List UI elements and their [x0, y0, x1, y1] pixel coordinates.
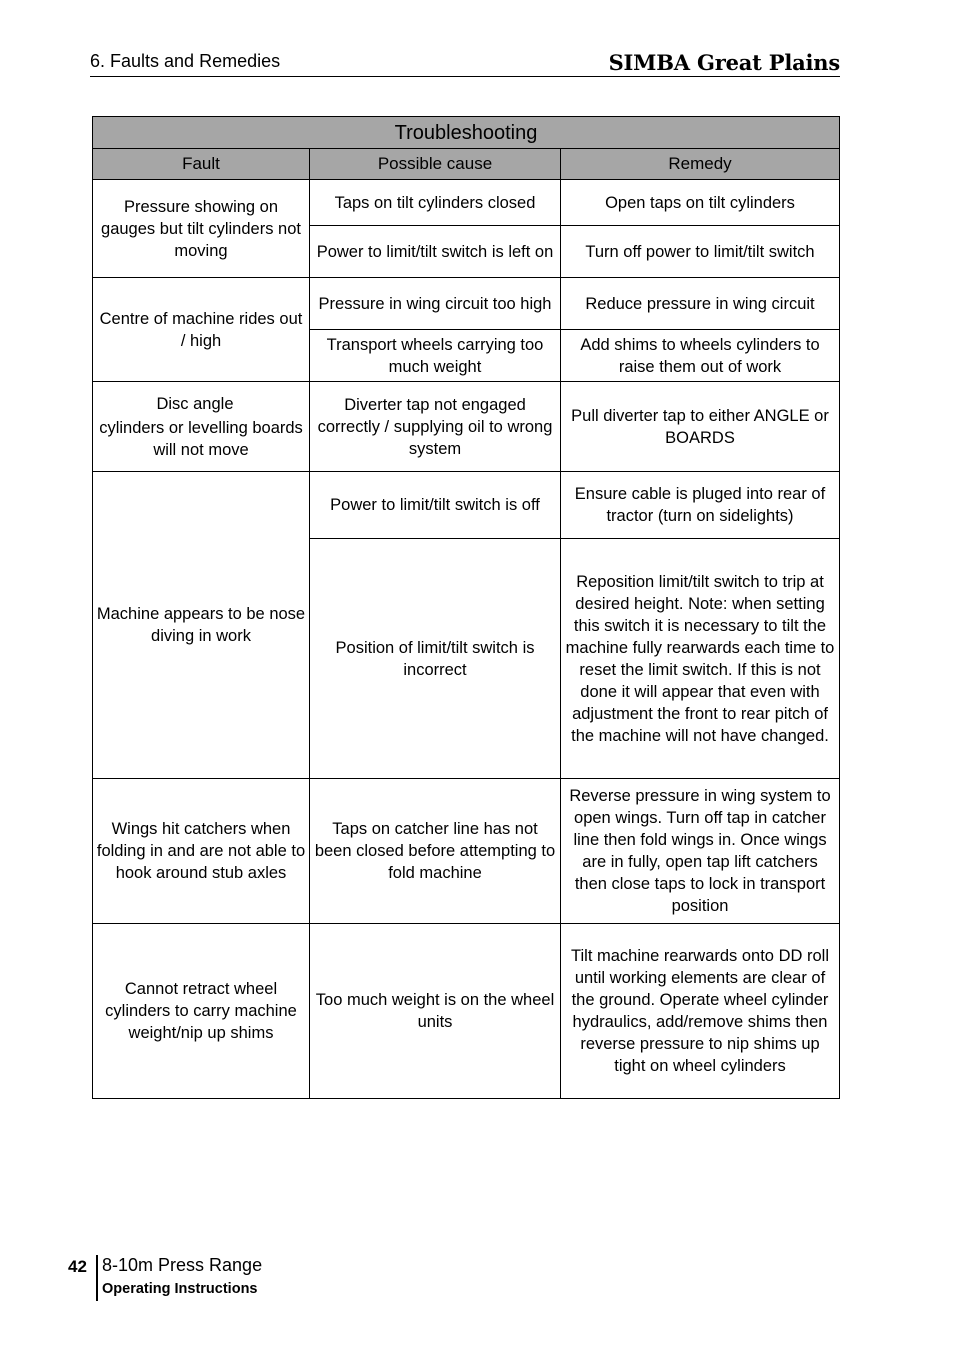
fault-cell-line: Disc angle [156, 394, 234, 413]
section-title: 6. Faults and Remedies [90, 51, 281, 71]
fault-cell [93, 382, 310, 472]
cause-cell: Power to limit/tilt switch is left on [310, 226, 561, 278]
fault-cell-line: cylinders or levelling boards will not move [99, 418, 303, 459]
fault-cell: Cannot retract wheel cylinders to carry machine weight/nip up shims [93, 924, 310, 1099]
page-number: 42 [68, 1257, 87, 1276]
page-header [90, 50, 840, 77]
table-row [93, 382, 840, 472]
fault-cell: Pressure showing on gauges but tilt cylinders not moving [93, 180, 310, 278]
remedy-cell: Tilt machine rearwards onto DD roll until working elements are clear of the ground. Operate wheel cylinder hydraulics, add/remove shims then reverse pressure to nip shims up tight on wheel cylinders [561, 924, 840, 1099]
fault-cell: Wings hit catchers when folding in and are not able to hook around stub axles [93, 779, 310, 924]
cause-cell: Too much weight is on the wheel units [310, 924, 561, 1099]
column-header-cause: Possible cause [310, 149, 561, 180]
remedy-cell: Ensure cable is pluged into rear of tractor (turn on sidelights) [561, 472, 840, 539]
column-header-remedy: Remedy [561, 149, 840, 180]
document-type: Operating Instructions [102, 1281, 258, 1297]
cause-cell: Taps on tilt cylinders closed [310, 180, 561, 226]
remedy-cell: Turn off power to limit/tilt switch [561, 226, 840, 278]
footer-divider [96, 1255, 98, 1301]
cause-cell: Position of limit/tilt switch is incorrect [310, 539, 561, 779]
fault-cell: Centre of machine rides out / high [93, 278, 310, 382]
table-title: Troubleshooting [93, 117, 840, 149]
table-row [93, 779, 840, 924]
product-name: 8-10m Press Range [102, 1255, 263, 1275]
troubleshooting-table [92, 116, 840, 1099]
brand-logo: SIMBA Great Plains [608, 50, 840, 75]
cause-cell: Taps on catcher line has not been closed before attempting to fold machine [310, 779, 561, 924]
remedy-cell: Reduce pressure in wing circuit [561, 278, 840, 330]
cause-cell: Diverter tap not engaged correctly / supplying oil to wrong system [310, 382, 561, 472]
remedy-cell: Reposition limit/tilt switch to trip at desired height. Note: when setting this switch it is necessary to tilt the machine fully rearwards each time to reset the limit switch. If this is not done it will appear that even with adjustment the front to rear pitch of the machine will not have changed. [561, 539, 840, 779]
column-header-fault: Fault [93, 149, 310, 180]
remedy-cell: Pull diverter tap to either ANGLE or BOARDS [561, 382, 840, 472]
table-row [93, 472, 840, 539]
cause-cell: Power to limit/tilt switch is off [310, 472, 561, 539]
remedy-cell: Reverse pressure in wing system to open wings. Turn off tap in catcher line then fold wings in. Once wings are in fully, open tap lift catchers then close taps to lock in transport position [561, 779, 840, 924]
remedy-cell: Add shims to wheels cylinders to raise them out of work [561, 330, 840, 382]
remedy-cell: Open taps on tilt cylinders [561, 180, 840, 226]
table-row [93, 180, 840, 226]
fault-cell: Machine appears to be nose diving in work [93, 472, 310, 779]
table-row [93, 278, 840, 330]
table-row [93, 924, 840, 1099]
cause-cell: Pressure in wing circuit too high [310, 278, 561, 330]
cause-cell: Transport wheels carrying too much weight [310, 330, 561, 382]
